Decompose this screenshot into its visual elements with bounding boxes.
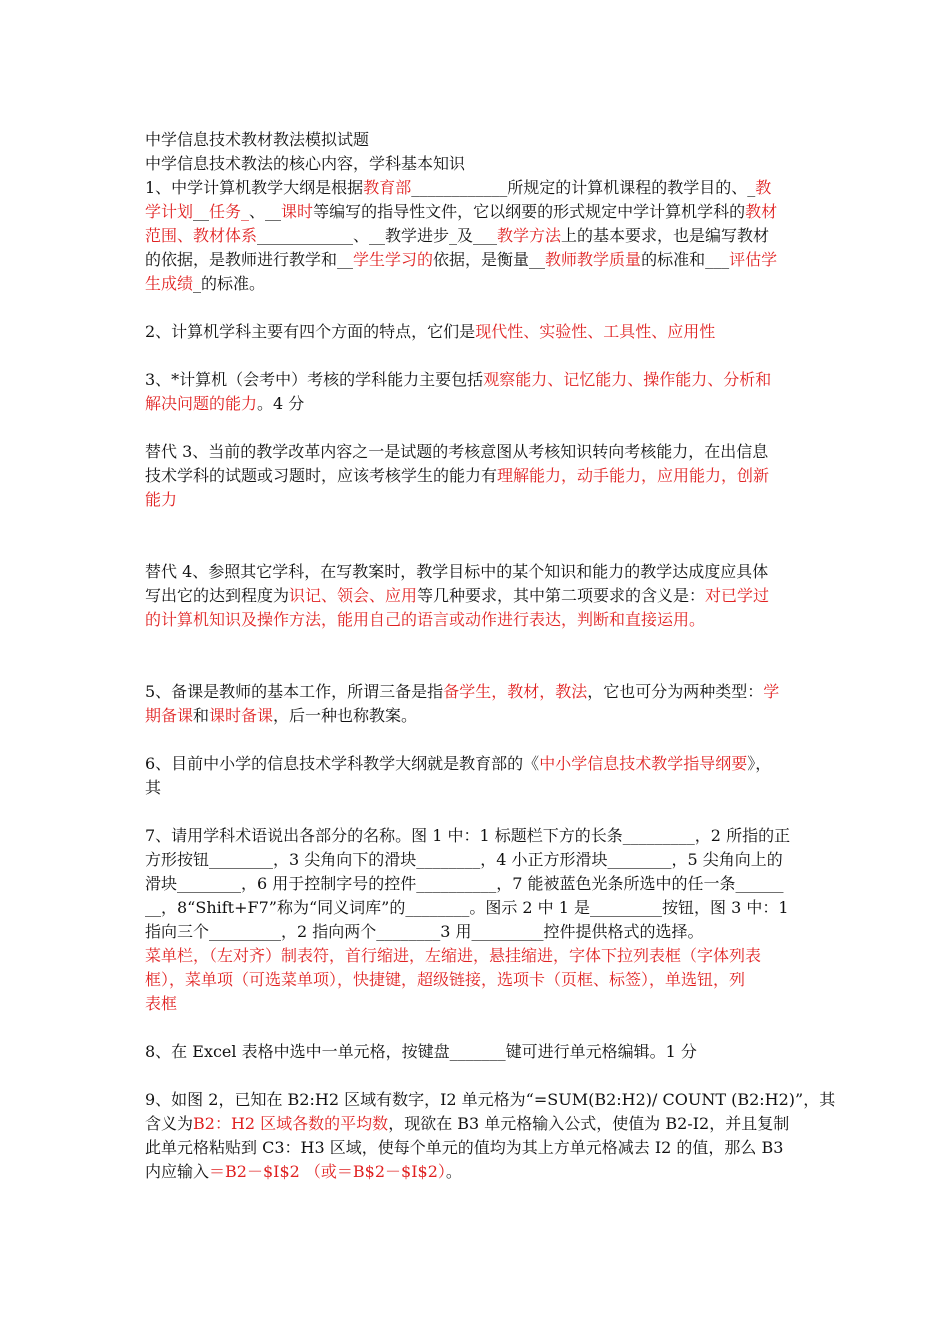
question-alt-4 xyxy=(145,560,810,632)
answer-text: 教 xyxy=(755,178,772,197)
question-text: 技术学科的试题或习题时，应该考核学生的能力有 xyxy=(145,466,498,485)
question-line: __，8“Shift+F7”称为“同义词库”的________。图示 2 中 1 是_________按钮，图 3 中：1 xyxy=(145,898,789,917)
answer-text: 中小学信息技术教学指导纲要 xyxy=(539,754,748,773)
answer-text: 识记、领会、应用 xyxy=(289,586,418,605)
question-text: _的标准。 xyxy=(193,274,266,293)
question-line: 指向三个_________，2 指向两个________3 用_________控件提供格式的选择。 xyxy=(145,922,704,941)
question-text: 含义为 xyxy=(145,1114,194,1133)
answer-line: 的计算机知识及操作方法，能用自己的语言或动作进行表达，判断和直接运用。 xyxy=(145,610,706,629)
question-text: ____________、__教学进步_及___ xyxy=(257,226,498,245)
question-line xyxy=(145,248,810,272)
question-5 xyxy=(145,680,810,728)
question-text: __ xyxy=(193,202,210,221)
document-title: 中学信息技术教材教法模拟试题 xyxy=(145,130,370,149)
answer-text: 任务_ xyxy=(209,202,250,221)
answer-text: 生成绩 xyxy=(145,274,194,293)
question-2 xyxy=(145,320,810,344)
question-text: ，现欲在 B3 单元格输入公式，使值为 B2-I2，并且复制 xyxy=(388,1114,790,1133)
question-line xyxy=(145,464,810,488)
question-line xyxy=(145,224,810,248)
question-text: ____________所规定的计算机课程的教学目的、_ xyxy=(411,178,756,197)
question-text: 》， xyxy=(747,754,772,773)
question-line xyxy=(145,320,810,344)
answer-text: 课时 xyxy=(281,202,314,221)
answer-text: 对已学过 xyxy=(705,586,770,605)
answer-text: 备学生，教材，教法 xyxy=(443,682,588,701)
question-text: 等编写的指导性文件，它以纲要的形式规定中学计算机学科的 xyxy=(313,202,746,221)
answer-text: 范围、教材体系 xyxy=(145,226,258,245)
question-text: 1、中学计算机教学大纲是根据 xyxy=(145,178,364,197)
document-subtitle: 中学信息技术教法的核心内容，学科基本知识 xyxy=(145,154,466,173)
answer-line: 能力 xyxy=(145,490,178,509)
question-line xyxy=(145,392,810,416)
answer-text: 学生学习的 xyxy=(353,250,434,269)
question-9 xyxy=(145,1088,836,1184)
answer-text: 解决问题的能力 xyxy=(145,394,258,413)
answer-text: 观察能力、记忆能力、操作能力、分析和 xyxy=(483,370,772,389)
question-line xyxy=(145,680,810,704)
answer-text: 教师教学质量 xyxy=(545,250,642,269)
question-text: 内应输入 xyxy=(145,1162,210,1181)
question-text: ，后一种也称教案。 xyxy=(273,706,418,725)
question-line xyxy=(145,272,810,296)
question-line: 滑块________，6 用于控制字号的控件__________，7 能被蓝色光条所选中的任一条______ xyxy=(145,874,784,893)
question-line xyxy=(145,704,810,728)
question-line: 方形按钮________，3 尖角向下的滑块________，4 小正方形滑块________，5 尖角向上的 xyxy=(145,850,783,869)
question-text: ，它也可分为两种类型： xyxy=(587,682,764,701)
answer-text: B2：H2 区域各数的平均数 xyxy=(193,1114,389,1133)
question-text: 。4 分 xyxy=(257,394,305,413)
question-line xyxy=(145,368,810,392)
question-text: 和 xyxy=(193,706,210,725)
question-text: 。 xyxy=(445,1162,462,1181)
question-text: 2、计算机学科主要有四个方面的特点，它们是 xyxy=(145,322,476,341)
question-7 xyxy=(145,824,810,1016)
question-3 xyxy=(145,368,810,416)
question-text: 5、备课是教师的基本工作，所谓三备是指 xyxy=(145,682,444,701)
question-line xyxy=(145,1112,810,1136)
answer-text: 课时备课 xyxy=(209,706,274,725)
question-text: 等几种要求，其中第二项要求的含义是： xyxy=(417,586,706,605)
question-alt-3 xyxy=(145,440,810,512)
question-line: 其 xyxy=(145,778,162,797)
question-line: 7、请用学科术语说出各部分的名称。图 1 中：1 标题栏下方的长条_________，2 所指的正 xyxy=(145,826,791,845)
answer-text: 评估学 xyxy=(729,250,778,269)
question-1 xyxy=(145,176,810,296)
answer-line: 表框 xyxy=(145,994,178,1013)
answer-text: ＝B2－$I$2 （或＝B$2－$I$2） xyxy=(209,1162,446,1181)
question-line xyxy=(145,584,810,608)
answer-text: 学 xyxy=(763,682,780,701)
question-text: 写出它的达到程度为 xyxy=(145,586,290,605)
question-text: 3、*计算机（会考中）考核的学科能力主要包括 xyxy=(145,370,484,389)
question-line: 替代 3、当前的教学改革内容之一是试题的考核意图从考核知识转向考核能力，在出信息 xyxy=(145,442,769,461)
question-text: 的依据，是教师进行教学和__ xyxy=(145,250,354,269)
question-6 xyxy=(145,752,810,800)
question-line: 替代 4、参照其它学科，在写教案时，教学目标中的某个知识和能力的教学达成度应具体 xyxy=(145,562,769,581)
question-text: 、__ xyxy=(249,202,282,221)
answer-text: 教材 xyxy=(745,202,778,221)
question-line: 8、在 Excel 表格中选中一单元格，按键盘_______键可进行单元格编辑。1 分 xyxy=(145,1042,697,1061)
answer-text: 理解能力，动手能力，应用能力，创新 xyxy=(497,466,770,485)
question-text: 上的基本要求，也是编写教材 xyxy=(561,226,770,245)
answer-line: 菜单栏，（左对齐）制表符，首行缩进，左缩进，悬挂缩进，字体下拉列表框（字体列表 xyxy=(145,946,762,965)
question-line xyxy=(145,200,810,224)
answer-text: 现代性、实验性、工具性、应用性 xyxy=(475,322,716,341)
question-8 xyxy=(145,1040,810,1064)
answer-text: 教学方法 xyxy=(497,226,562,245)
question-text: 6、目前中小学的信息技术学科教学大纲就是教育部的《 xyxy=(145,754,540,773)
question-line xyxy=(145,1160,810,1184)
document-body xyxy=(145,128,836,1184)
answer-text: 教育部 xyxy=(363,178,412,197)
question-line: 9、如图 2，已知在 B2:H2 区域有数字，I2 单元格为“=SUM(B2:H2)/ COUNT (B2:H2)”，其 xyxy=(145,1090,836,1109)
question-text: 的标准和___ xyxy=(641,250,730,269)
question-text: 依据，是衡量__ xyxy=(433,250,546,269)
answer-line: 框），菜单项（可选菜单项），快捷键，超级链接，选项卡（页框、标签），单选钮，列 xyxy=(145,970,746,989)
question-line: 此单元格粘贴到 C3：H3 区域，使每个单元的值均为其上方单元格减去 I2 的值，那么 B3 xyxy=(145,1138,784,1157)
question-line xyxy=(145,752,810,776)
question-line xyxy=(145,176,810,200)
answer-text: 学计划 xyxy=(145,202,194,221)
answer-text: 期备课 xyxy=(145,706,194,725)
